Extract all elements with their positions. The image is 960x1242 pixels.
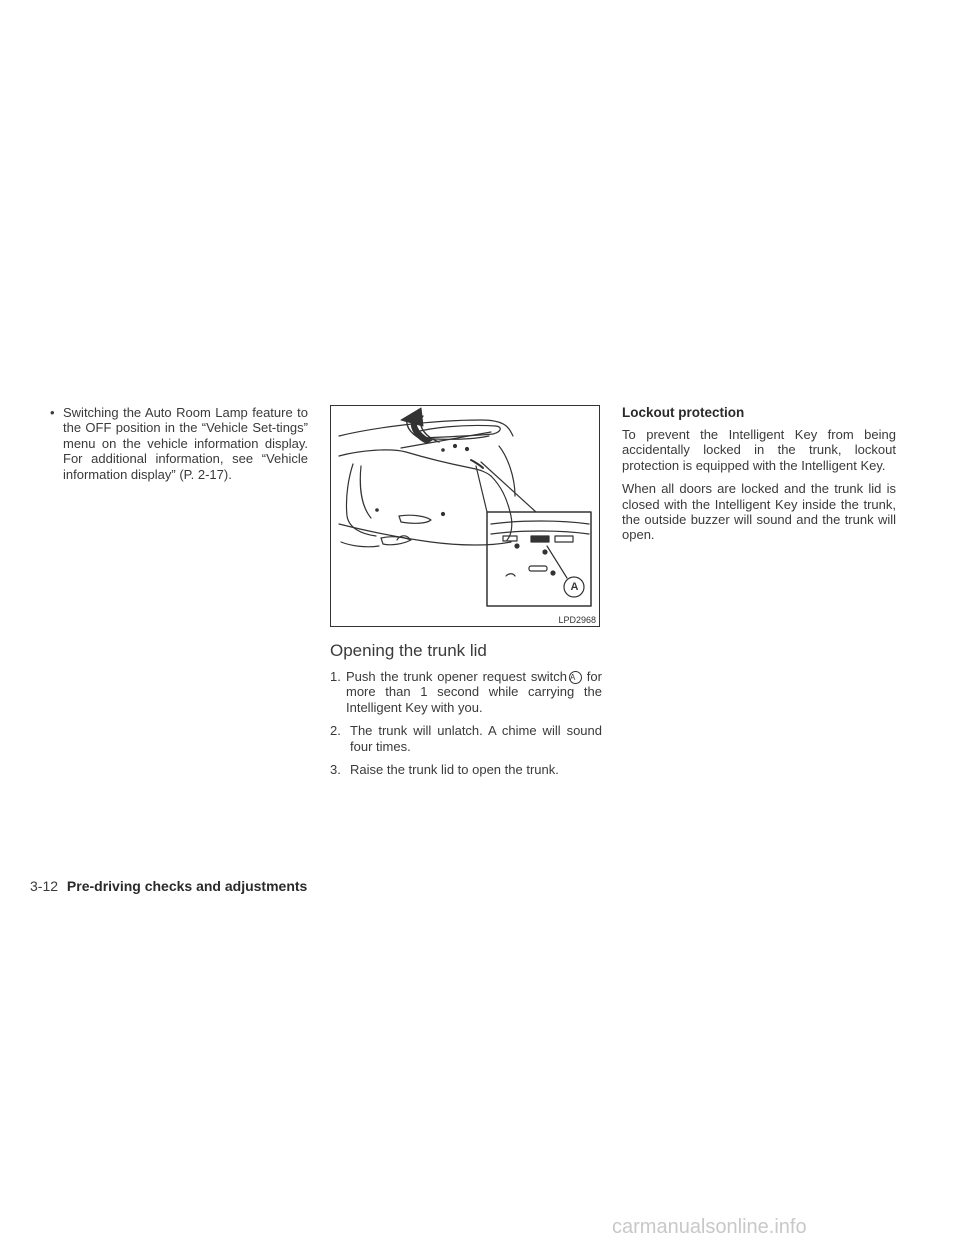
step-2 [330, 723, 602, 754]
callout-label: A [570, 581, 579, 593]
figure-code: LPD2968 [558, 615, 596, 625]
right-column [622, 405, 896, 551]
callout-a-marker: A [569, 671, 582, 684]
bullet-item [50, 405, 308, 482]
lockout-title: Lockout protection [622, 405, 745, 420]
section-title: Opening the trunk lid [330, 641, 487, 660]
lockout-paragraph-2: When all doors are locked and the trunk lid is closed with the Intelligent Key inside the trunk, the outside buzzer will sound and the trunk will open. [622, 481, 896, 543]
middle-column [330, 405, 602, 785]
bullet-dot: • [50, 405, 55, 420]
step-text: Raise the trunk lid to open the trunk. [350, 762, 559, 778]
bullet-text: Switching the Auto Room Lamp feature to the OFF position in the “Vehicle Set-tings” menu on the vehicle information display. For additional information, see “Vehicle information display” (P. 2-17). [63, 405, 308, 482]
footer-section-title: Pre-driving checks and adjustments [66, 878, 308, 894]
watermark-text: carmanualsonline.info [612, 1216, 807, 1238]
lockout-paragraph-1: To prevent the Intelligent Key from being accidentally locked in the trunk, lockout protection is equipped with the Intelligent Key. [622, 427, 896, 473]
step-number: 3. [330, 762, 341, 778]
trunk-illustration [330, 405, 600, 627]
page-number: 3-12 [30, 878, 59, 894]
step-text: The trunk will unlatch. A chime will sound four times. [350, 723, 602, 754]
step-text-cont: for more than 1 second while carrying the Intelligent Key with you. [346, 669, 602, 715]
page-footer [30, 878, 307, 894]
trunk-drawing [331, 406, 601, 628]
step-1 [330, 669, 602, 715]
step-3 [330, 762, 602, 777]
step-text: Push the trunk opener request switch [346, 669, 567, 684]
step-number: 2. [330, 723, 341, 739]
step-number: 1. [330, 669, 341, 684]
left-column [50, 405, 308, 482]
